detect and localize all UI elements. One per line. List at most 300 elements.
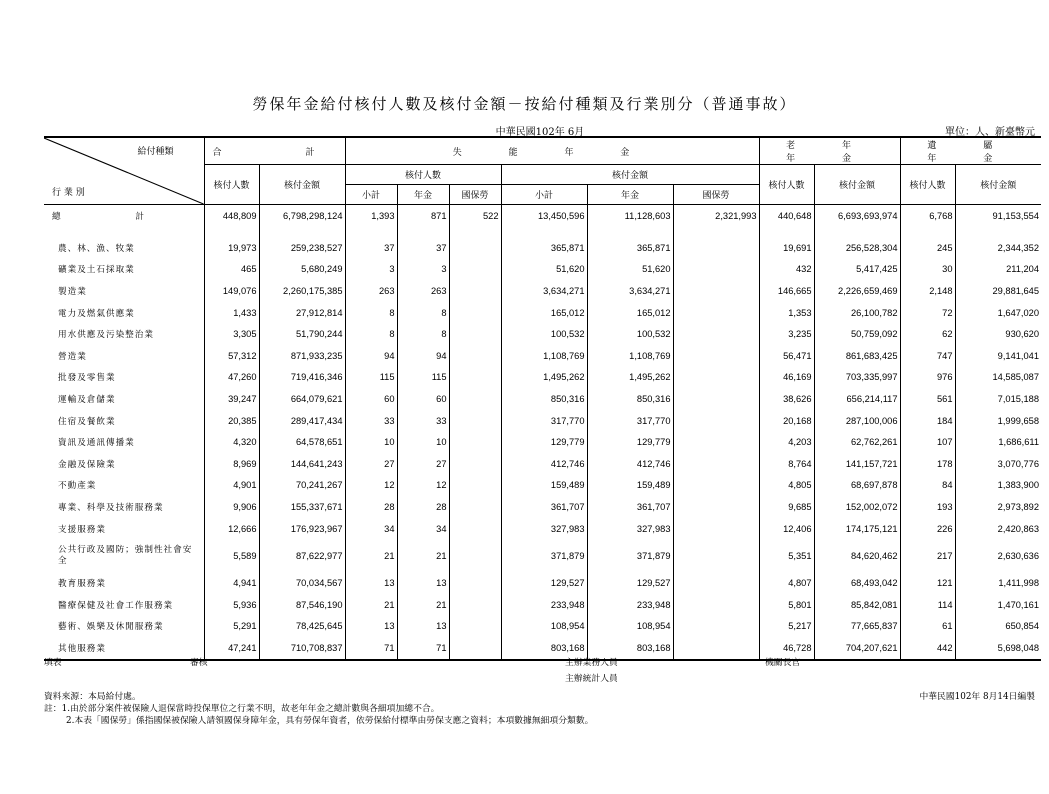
industry-name: 公共行政及國防；強制性社會安全 <box>58 544 193 566</box>
value-cell: 412,746 <box>501 453 587 475</box>
note-1: 註：1.由於部分案件被保險人退保當時投保單位之行業不明，故老年年金之總計數與各細項加總不合。 <box>44 704 440 714</box>
value-cell: 1,647,020 <box>955 302 1041 324</box>
value-cell: 47,241 <box>204 637 259 660</box>
value-cell: 1,433 <box>204 302 259 324</box>
value-cell <box>449 259 501 281</box>
value-cell: 152,002,072 <box>814 496 900 518</box>
value-cell <box>673 302 759 324</box>
value-cell: 5,801 <box>759 594 814 616</box>
benefit-type-label: 給付種類 <box>137 147 174 157</box>
value-cell: 1,686,611 <box>955 431 1041 453</box>
value-cell: 21 <box>345 539 397 572</box>
value-cell: 39,247 <box>204 388 259 410</box>
data-source: 資料來源：本局給付處。 <box>44 692 141 702</box>
value-cell: 108,954 <box>587 616 673 638</box>
value-cell <box>673 637 759 660</box>
value-cell <box>449 302 501 324</box>
old-age-amount-header: 核付金額 <box>814 165 900 205</box>
value-cell: 114 <box>900 594 955 616</box>
value-cell: 78,425,645 <box>259 616 345 638</box>
value-cell <box>449 410 501 432</box>
value-cell: 4,320 <box>204 431 259 453</box>
value-cell: 2,344,352 <box>955 237 1041 259</box>
value-cell: 256,528,304 <box>814 237 900 259</box>
value-cell <box>673 496 759 518</box>
table-row <box>44 431 1041 453</box>
value-cell <box>449 496 501 518</box>
value-cell: 47,260 <box>204 367 259 389</box>
prepared-by-label: 填表 <box>44 658 62 668</box>
value-cell: 60 <box>397 388 449 410</box>
value-cell: 68,493,042 <box>814 572 900 594</box>
value-cell <box>449 637 501 660</box>
industry-name: 總 計 <box>52 212 180 222</box>
value-cell: 263 <box>397 280 449 302</box>
value-cell: 155,337,671 <box>259 496 345 518</box>
value-cell <box>673 475 759 497</box>
old-age-header: 老 年 年 金 <box>759 137 900 165</box>
table-row <box>44 259 1041 281</box>
value-cell: 4,805 <box>759 475 814 497</box>
value-cell: 13 <box>345 616 397 638</box>
industry-label: 行 業 別 <box>52 188 85 198</box>
value-cell: 5,936 <box>204 594 259 616</box>
table-row <box>44 616 1041 638</box>
value-cell: 1,411,998 <box>955 572 1041 594</box>
value-cell: 176,923,967 <box>259 518 345 540</box>
value-cell: 21 <box>397 539 449 572</box>
value-cell: 6,693,693,974 <box>814 205 900 228</box>
value-cell <box>449 345 501 367</box>
survivor-persons-header: 核付人數 <box>900 165 955 205</box>
value-cell: 317,770 <box>587 410 673 432</box>
note-2: 2.本表「國保勞」係指國保被保險人請領國保身障年金，具有勞保年資者，依勞保給付標準由勞保支應之資料；本項數據無細項分類數。 <box>66 716 594 726</box>
value-cell: 21 <box>397 594 449 616</box>
value-cell: 12 <box>345 475 397 497</box>
value-cell <box>673 616 759 638</box>
industry-name: 住宿及餐飲業 <box>58 416 116 427</box>
old-age-persons-header: 核付人數 <box>759 165 814 205</box>
value-cell: 12,666 <box>204 518 259 540</box>
value-cell: 5,698,048 <box>955 637 1041 660</box>
value-cell: 84,620,462 <box>814 539 900 572</box>
value-cell: 8,764 <box>759 453 814 475</box>
persons-pension-header: 年金 <box>397 185 449 205</box>
value-cell: 19,691 <box>759 237 814 259</box>
compiled-date: 中華民國102年 8月14日編製 <box>919 692 1035 702</box>
value-cell: 100,532 <box>587 323 673 345</box>
value-cell: 62 <box>900 323 955 345</box>
pension-table <box>44 136 1041 661</box>
value-cell: 13 <box>397 572 449 594</box>
value-cell: 19,973 <box>204 237 259 259</box>
value-cell <box>673 572 759 594</box>
value-cell <box>673 259 759 281</box>
value-cell: 371,879 <box>501 539 587 572</box>
value-cell: 5,680,249 <box>259 259 345 281</box>
total-header: 合 計 <box>204 137 345 165</box>
table-body <box>44 205 1041 660</box>
disability-header: 失 能 年 金 <box>345 137 759 165</box>
value-cell: 71 <box>345 637 397 660</box>
survivor-header: 遺 屬 年 金 <box>900 137 1041 165</box>
value-cell: 50,759,092 <box>814 323 900 345</box>
value-cell <box>449 388 501 410</box>
value-cell: 174,175,121 <box>814 518 900 540</box>
report-date: 中華民國102年 6月 <box>495 127 585 138</box>
value-cell: 70,241,267 <box>259 475 345 497</box>
value-cell: 287,100,006 <box>814 410 900 432</box>
value-cell: 2,973,892 <box>955 496 1041 518</box>
value-cell: 72 <box>900 302 955 324</box>
value-cell: 747 <box>900 345 955 367</box>
value-cell: 64,578,651 <box>259 431 345 453</box>
value-cell: 107 <box>900 431 955 453</box>
value-cell: 115 <box>397 367 449 389</box>
value-cell: 159,489 <box>501 475 587 497</box>
value-cell: 8 <box>397 323 449 345</box>
value-cell: 20,168 <box>759 410 814 432</box>
value-cell <box>449 518 501 540</box>
value-cell: 141,157,721 <box>814 453 900 475</box>
value-cell: 77,665,837 <box>814 616 900 638</box>
value-cell: 365,871 <box>501 237 587 259</box>
amount-national-header: 國保勞 <box>673 185 759 205</box>
industry-name: 批發及零售業 <box>58 373 116 384</box>
value-cell: 84 <box>900 475 955 497</box>
amount-subtotal-header: 小計 <box>501 185 587 205</box>
value-cell: 2,420,863 <box>955 518 1041 540</box>
value-cell <box>449 539 501 572</box>
industry-name: 教育服務業 <box>58 579 106 590</box>
industry-name: 專業、科學及技術服務業 <box>58 502 164 513</box>
value-cell: 703,335,997 <box>814 367 900 389</box>
table-row <box>44 453 1041 475</box>
value-cell: 129,527 <box>501 572 587 594</box>
table-row <box>44 594 1041 616</box>
value-cell: 121 <box>900 572 955 594</box>
value-cell <box>449 594 501 616</box>
value-cell: 1,495,262 <box>587 367 673 389</box>
value-cell: 10 <box>397 431 449 453</box>
value-cell: 178 <box>900 453 955 475</box>
business-officer-label: 主辦業務人員 <box>565 658 618 668</box>
value-cell: 70,034,567 <box>259 572 345 594</box>
value-cell <box>673 594 759 616</box>
value-cell: 5,291 <box>204 616 259 638</box>
total-persons-header: 核付人數 <box>204 165 259 205</box>
value-cell: 448,809 <box>204 205 259 228</box>
value-cell: 412,746 <box>587 453 673 475</box>
value-cell: 13 <box>345 572 397 594</box>
value-cell: 34 <box>397 518 449 540</box>
value-cell: 71 <box>397 637 449 660</box>
unit-label: 單位：人、新臺幣元 <box>945 127 1035 138</box>
table-row <box>44 280 1041 302</box>
diagonal-header-cell <box>44 137 204 205</box>
value-cell: 263 <box>345 280 397 302</box>
value-cell: 233,948 <box>501 594 587 616</box>
value-cell: 871,933,235 <box>259 345 345 367</box>
value-cell <box>449 453 501 475</box>
value-cell: 51,620 <box>587 259 673 281</box>
value-cell: 7,015,188 <box>955 388 1041 410</box>
value-cell: 8,969 <box>204 453 259 475</box>
value-cell: 3 <box>345 259 397 281</box>
value-cell: 4,941 <box>204 572 259 594</box>
value-cell: 561 <box>900 388 955 410</box>
value-cell: 29,881,645 <box>955 280 1041 302</box>
value-cell: 56,471 <box>759 345 814 367</box>
value-cell: 2,630,636 <box>955 539 1041 572</box>
table-row <box>44 367 1041 389</box>
reviewer-label: 審核 <box>190 658 208 668</box>
value-cell: 465 <box>204 259 259 281</box>
value-cell: 62,762,261 <box>814 431 900 453</box>
value-cell: 85,842,081 <box>814 594 900 616</box>
value-cell: 1,108,769 <box>587 345 673 367</box>
value-cell: 13 <box>397 616 449 638</box>
value-cell: 46,728 <box>759 637 814 660</box>
value-cell: 129,779 <box>587 431 673 453</box>
value-cell: 361,707 <box>587 496 673 518</box>
value-cell: 91,153,554 <box>955 205 1041 228</box>
value-cell <box>673 237 759 259</box>
value-cell: 1,999,658 <box>955 410 1041 432</box>
value-cell: 94 <box>397 345 449 367</box>
value-cell: 27 <box>397 453 449 475</box>
value-cell <box>449 367 501 389</box>
value-cell: 2,226,659,469 <box>814 280 900 302</box>
value-cell: 6,768 <box>900 205 955 228</box>
value-cell: 710,708,837 <box>259 637 345 660</box>
table-row <box>44 572 1041 594</box>
value-cell: 115 <box>345 367 397 389</box>
value-cell: 217 <box>900 539 955 572</box>
value-cell: 6,798,298,124 <box>259 205 345 228</box>
value-cell: 3,235 <box>759 323 814 345</box>
value-cell <box>673 323 759 345</box>
industry-name: 資訊及通訊傳播業 <box>58 438 135 449</box>
value-cell <box>673 518 759 540</box>
value-cell: 211,204 <box>955 259 1041 281</box>
value-cell: 87,546,190 <box>259 594 345 616</box>
value-cell: 432 <box>759 259 814 281</box>
value-cell: 87,622,977 <box>259 539 345 572</box>
table-row <box>44 302 1041 324</box>
value-cell: 9,906 <box>204 496 259 518</box>
value-cell <box>673 431 759 453</box>
industry-name: 運輸及倉儲業 <box>58 394 116 405</box>
value-cell: 664,079,621 <box>259 388 345 410</box>
value-cell: 13,450,596 <box>501 205 587 228</box>
persons-subtotal-header: 小計 <box>345 185 397 205</box>
value-cell: 8 <box>397 302 449 324</box>
value-cell: 28 <box>397 496 449 518</box>
value-cell: 57,312 <box>204 345 259 367</box>
survivor-amount-header: 核付金額 <box>955 165 1041 205</box>
disability-amount-header: 核付金額 <box>501 165 759 185</box>
value-cell <box>673 539 759 572</box>
value-cell: 440,648 <box>759 205 814 228</box>
value-cell: 1,393 <box>345 205 397 228</box>
value-cell: 5,217 <box>759 616 814 638</box>
value-cell: 33 <box>345 410 397 432</box>
value-cell: 38,626 <box>759 388 814 410</box>
value-cell: 149,076 <box>204 280 259 302</box>
value-cell: 60 <box>345 388 397 410</box>
value-cell: 3,305 <box>204 323 259 345</box>
table-row <box>44 475 1041 497</box>
value-cell: 14,585,087 <box>955 367 1041 389</box>
industry-name: 不動產業 <box>58 481 97 492</box>
value-cell: 289,417,434 <box>259 410 345 432</box>
value-cell: 2,321,993 <box>673 205 759 228</box>
table-row <box>44 323 1041 345</box>
value-cell: 8 <box>345 302 397 324</box>
value-cell <box>673 345 759 367</box>
value-cell: 33 <box>397 410 449 432</box>
value-cell: 2,260,175,385 <box>259 280 345 302</box>
spacer-row <box>44 227 1041 237</box>
value-cell: 146,665 <box>759 280 814 302</box>
table-row <box>44 496 1041 518</box>
value-cell: 233,948 <box>587 594 673 616</box>
value-cell: 51,620 <box>501 259 587 281</box>
value-cell: 46,169 <box>759 367 814 389</box>
industry-name: 用水供應及污染整治業 <box>58 330 154 341</box>
value-cell: 8 <box>345 323 397 345</box>
value-cell: 129,779 <box>501 431 587 453</box>
value-cell: 2,148 <box>900 280 955 302</box>
value-cell: 10 <box>345 431 397 453</box>
value-cell: 327,983 <box>501 518 587 540</box>
value-cell: 1,108,769 <box>501 345 587 367</box>
value-cell: 37 <box>345 237 397 259</box>
value-cell <box>449 431 501 453</box>
value-cell: 5,351 <box>759 539 814 572</box>
value-cell <box>449 475 501 497</box>
value-cell <box>673 410 759 432</box>
industry-name: 電力及燃氣供應業 <box>58 308 135 319</box>
value-cell: 28 <box>345 496 397 518</box>
value-cell <box>673 367 759 389</box>
value-cell <box>449 572 501 594</box>
table-row <box>44 237 1041 259</box>
value-cell: 27,912,814 <box>259 302 345 324</box>
value-cell: 3,634,271 <box>587 280 673 302</box>
value-cell <box>673 453 759 475</box>
value-cell: 1,353 <box>759 302 814 324</box>
value-cell: 12 <box>397 475 449 497</box>
value-cell: 165,012 <box>587 302 673 324</box>
value-cell: 1,470,161 <box>955 594 1041 616</box>
value-cell: 34 <box>345 518 397 540</box>
industry-name: 其他服務業 <box>44 637 204 660</box>
value-cell: 930,620 <box>955 323 1041 345</box>
total-row <box>44 205 1041 228</box>
value-cell: 4,203 <box>759 431 814 453</box>
value-cell: 719,416,346 <box>259 367 345 389</box>
value-cell: 165,012 <box>501 302 587 324</box>
value-cell: 850,316 <box>587 388 673 410</box>
amount-pension-header: 年金 <box>587 185 673 205</box>
industry-name: 醫療保健及社會工作服務業 <box>58 600 174 611</box>
value-cell: 5,589 <box>204 539 259 572</box>
value-cell: 245 <box>900 237 955 259</box>
value-cell: 803,168 <box>587 637 673 660</box>
value-cell: 976 <box>900 367 955 389</box>
page-title: 勞保年金給付核付人數及核付金額－按給付種類及行業別分（普通事故） <box>252 95 797 113</box>
table-row <box>44 388 1041 410</box>
industry-name: 農、林、漁、牧業 <box>58 243 135 254</box>
value-cell: 327,983 <box>587 518 673 540</box>
value-cell: 3,634,271 <box>501 280 587 302</box>
value-cell: 4,807 <box>759 572 814 594</box>
industry-name: 藝術、娛樂及休閒服務業 <box>58 622 164 633</box>
value-cell: 144,641,243 <box>259 453 345 475</box>
value-cell: 4,901 <box>204 475 259 497</box>
value-cell: 51,790,244 <box>259 323 345 345</box>
value-cell: 12,406 <box>759 518 814 540</box>
value-cell: 850,316 <box>501 388 587 410</box>
persons-national-header: 國保勞 <box>449 185 501 205</box>
value-cell: 100,532 <box>501 323 587 345</box>
value-cell: 656,214,117 <box>814 388 900 410</box>
value-cell: 9,685 <box>759 496 814 518</box>
value-cell: 1,495,262 <box>501 367 587 389</box>
value-cell: 21 <box>345 594 397 616</box>
value-cell: 522 <box>449 205 501 228</box>
value-cell: 704,207,621 <box>814 637 900 660</box>
value-cell: 1,383,900 <box>955 475 1041 497</box>
value-cell: 371,879 <box>587 539 673 572</box>
value-cell: 861,683,425 <box>814 345 900 367</box>
value-cell: 365,871 <box>587 237 673 259</box>
value-cell: 9,141,041 <box>955 345 1041 367</box>
industry-name: 營造業 <box>58 351 87 362</box>
value-cell: 108,954 <box>501 616 587 638</box>
value-cell: 68,697,878 <box>814 475 900 497</box>
value-cell: 259,238,527 <box>259 237 345 259</box>
value-cell: 27 <box>345 453 397 475</box>
value-cell: 193 <box>900 496 955 518</box>
table-row <box>44 410 1041 432</box>
value-cell <box>673 388 759 410</box>
value-cell <box>449 323 501 345</box>
value-cell: 184 <box>900 410 955 432</box>
value-cell: 803,168 <box>501 637 587 660</box>
value-cell: 20,385 <box>204 410 259 432</box>
value-cell: 61 <box>900 616 955 638</box>
value-cell: 361,707 <box>501 496 587 518</box>
agency-head-label: 機關長官 <box>765 658 801 668</box>
value-cell: 129,527 <box>587 572 673 594</box>
disability-persons-header: 核付人數 <box>345 165 501 185</box>
value-cell <box>449 280 501 302</box>
total-amount-header: 核付金額 <box>259 165 345 205</box>
value-cell: 37 <box>397 237 449 259</box>
table-row <box>44 518 1041 540</box>
value-cell: 3,070,776 <box>955 453 1041 475</box>
value-cell: 3 <box>397 259 449 281</box>
value-cell: 5,417,425 <box>814 259 900 281</box>
value-cell: 30 <box>900 259 955 281</box>
value-cell: 11,128,603 <box>587 205 673 228</box>
value-cell <box>673 280 759 302</box>
industry-name: 金融及保險業 <box>58 459 116 470</box>
industry-name: 支援服務業 <box>58 524 106 535</box>
